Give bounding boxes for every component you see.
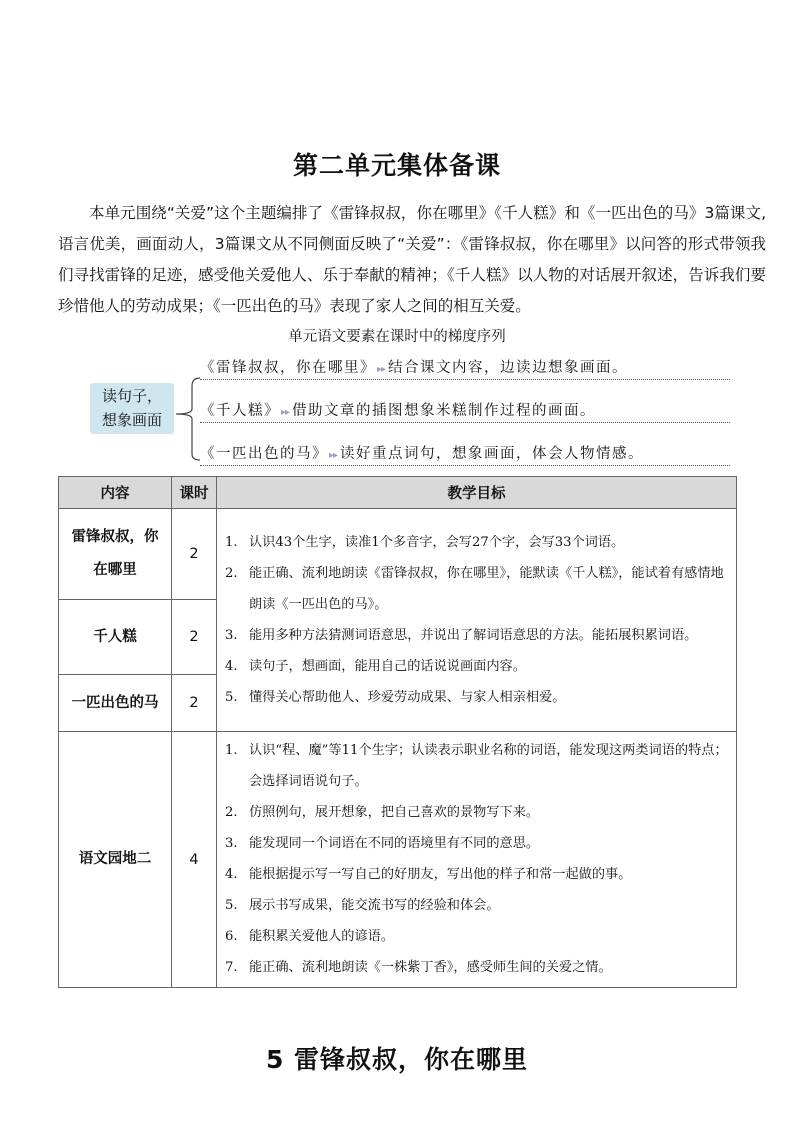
lesson-name: 语文园地二 [59, 732, 172, 988]
tag-line-2: 想象画面 [101, 411, 162, 429]
header-hours: 课时 [172, 477, 217, 509]
sequence-text: 结合课文内容，边读边想象画面。 [388, 360, 629, 376]
lesson-hours: 2 [172, 600, 217, 675]
sequence-title: 单元语文要素在课时中的梯度序列 [288, 329, 506, 345]
table-header-row [59, 477, 737, 509]
header-goals: 教学目标 [217, 477, 737, 509]
sequence-item [200, 399, 730, 420]
goal-item: 1. 认识“程、魔”等11个生字；认读表示职业名称的词语，能发现这两类词语的特点；会选择词语说句子。 [225, 743, 728, 789]
goal-item: 7. 能正确、流利地朗读《一株紫丁香》，感受师生间的关爱之情。 [225, 960, 612, 975]
goal-item: 2. 仿照例句，展开想象，把自己喜欢的景物写下来。 [225, 805, 540, 820]
sequence-lesson: 《雷锋叔叔，你在哪里》 [200, 360, 376, 376]
goals-cell [217, 509, 737, 732]
lesson-name: 雷锋叔叔，你在哪里 [59, 509, 172, 600]
goal-item: 4. 读句子，想画面，能用自己的话说说画面内容。 [225, 658, 526, 674]
element-tag-box [90, 383, 174, 434]
dotted-rule [200, 422, 730, 423]
lesson-hours: 2 [172, 675, 217, 732]
sequence-item [200, 356, 730, 377]
goals-list [217, 524, 736, 717]
sequence-lesson: 《一匹出色的马》 [200, 446, 328, 462]
lesson-name: 一匹出色的马 [59, 675, 172, 732]
lesson-heading: 5 雷锋叔叔，你在哪里 [265, 1045, 529, 1074]
goal-item: 1. 认识43个生字，读准1个多音字，会写27个字，会写33个词语。 [225, 534, 625, 550]
dotted-rule [200, 379, 730, 380]
goal-item: 2. 能正确、流利地朗读《雷锋叔叔，你在哪里》，能默读《千人糕》，能试着有感情地朗读《一匹出色的马》。 [225, 565, 724, 612]
dotted-rule [200, 465, 730, 466]
sequence-text: 借助文章的插图想象米糕制作过程的画面。 [292, 403, 597, 419]
double-arrow-icon: ▸▸ [281, 407, 290, 418]
table-row [59, 509, 737, 600]
goal-item: 3. 能用多种方法猜测词语意思，并说出了解词语意思的方法。能拓展积累词语。 [225, 627, 698, 643]
intro-paragraph: 本单元围绕“关爱”这个主题编排了《雷锋叔叔，你在哪里》《千人糕》和《一匹出色的马》3篇课文,语言优美，画面动人，3篇课文从不同侧面反映了“关爱”：《雷锋叔叔，你在哪里》以问答的形式带领我们寻找雷锋的足迹，感受他关爱他人、乐于奉献的精神；《千人糕》以人物的对话展开叙述，告诉我们要珍惜他人的劳动成果；《一匹出色的马》表现了家人之间的相互关爱。 [58, 204, 766, 315]
tag-line-1: 读句子， [101, 387, 162, 405]
goal-item: 5. 懂得关心帮助他人、珍爱劳动成果、与家人相亲相爱。 [225, 689, 566, 705]
page-title: 第二单元集体备课 [292, 151, 501, 180]
lesson-hours: 2 [172, 509, 217, 600]
goal-item: 6. 能积累关爱他人的谚语。 [225, 929, 395, 944]
goals-list [217, 732, 736, 987]
sequence-item [200, 442, 730, 463]
goal-item: 5. 展示书写成果，能交流书写的经验和体会。 [225, 898, 500, 913]
double-arrow-icon: ▸▸ [329, 450, 338, 461]
sequence-lesson: 《千人糕》 [200, 403, 280, 419]
goal-item: 3. 能发现同一个词语在不同的语境里有不同的意思。 [225, 836, 540, 851]
lesson-plan-table [58, 476, 737, 988]
lesson-hours: 4 [172, 732, 217, 988]
goals-cell [217, 732, 737, 988]
goal-item: 4. 能根据提示写一写自己的好朋友，写出他的样子和常一起做的事。 [225, 867, 632, 882]
table-row [59, 732, 737, 988]
double-arrow-icon: ▸▸ [377, 364, 386, 375]
lesson-name: 千人糕 [59, 600, 172, 675]
sequence-text: 读好重点词句，想象画面，体会人物情感。 [340, 446, 645, 462]
header-content: 内容 [59, 477, 172, 509]
